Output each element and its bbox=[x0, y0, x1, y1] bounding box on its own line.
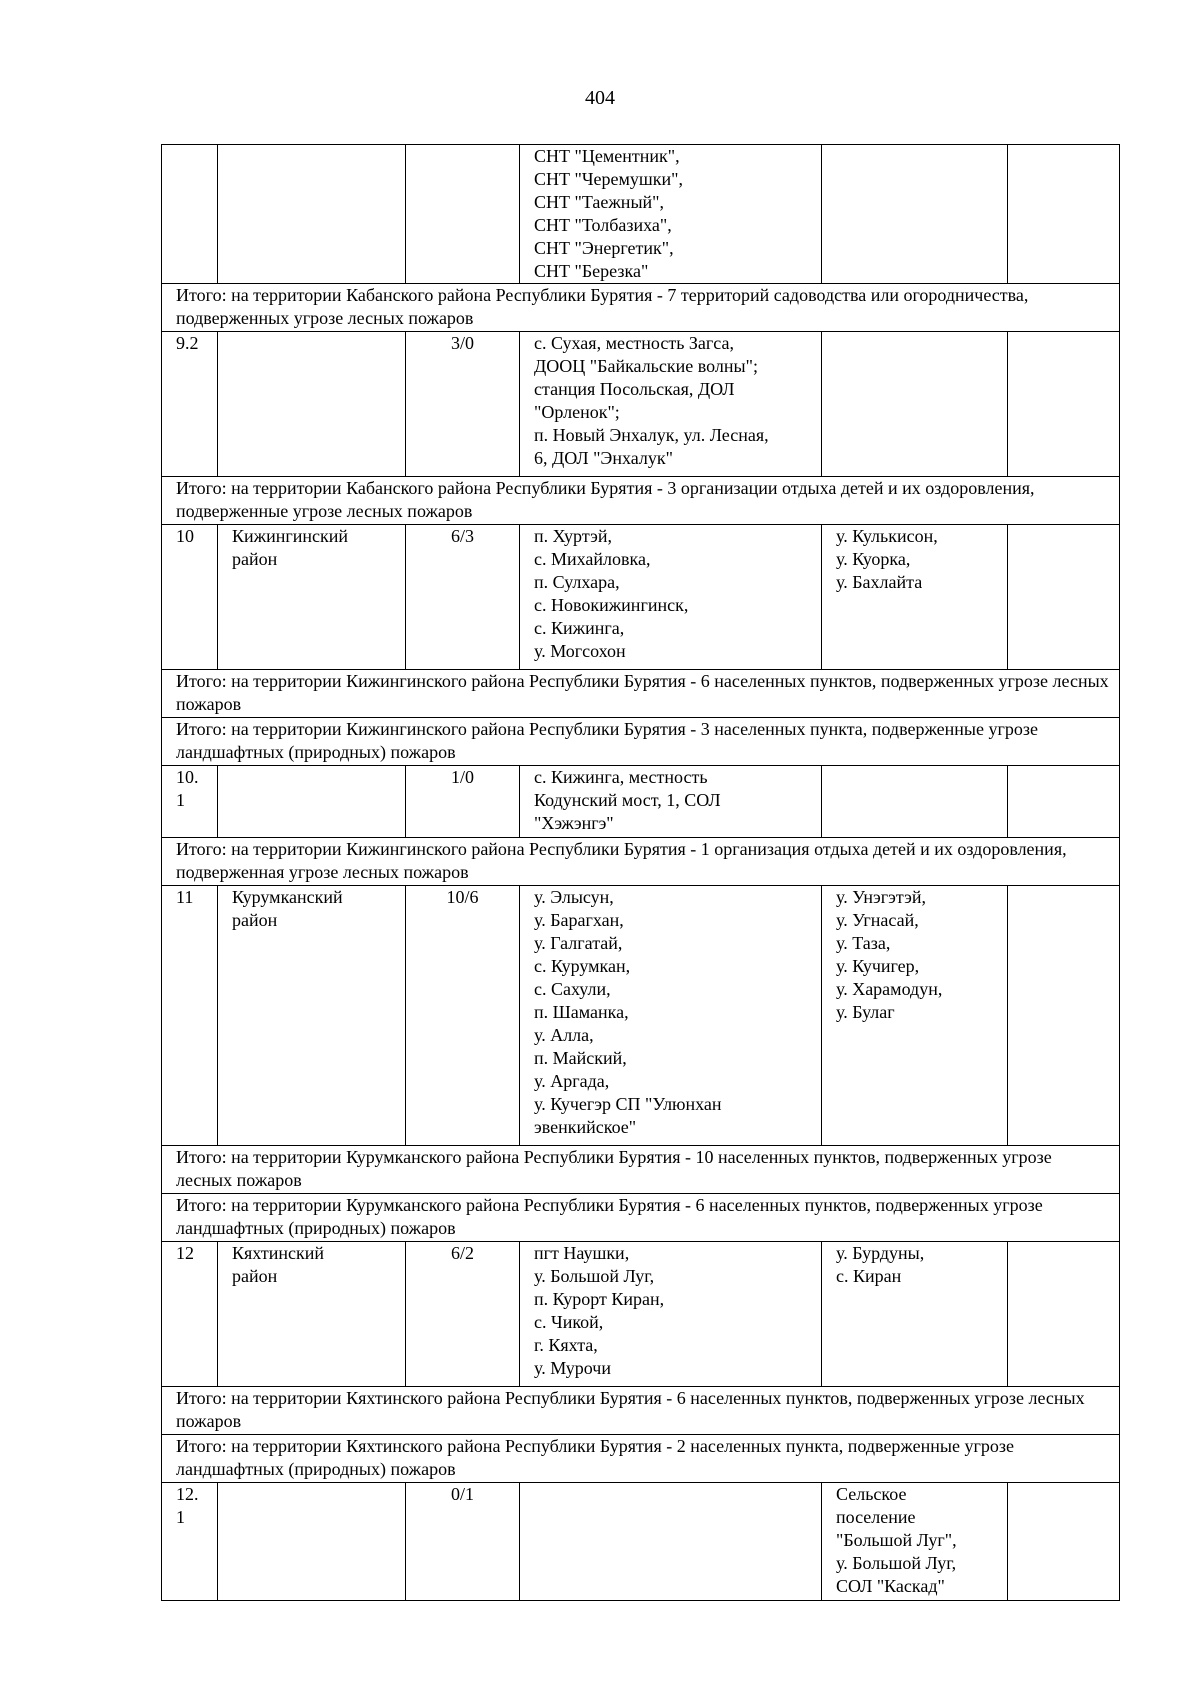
count-cell: 1/0 bbox=[406, 766, 520, 838]
landscape-cell-line: у. Куорка, bbox=[836, 549, 911, 569]
table-row bbox=[162, 1483, 1120, 1601]
district-cell bbox=[218, 1483, 406, 1601]
count-cell bbox=[406, 145, 520, 284]
table-row bbox=[162, 332, 1120, 477]
district-cell: Кижингинский район bbox=[218, 525, 406, 670]
settlements-cell-line: у. Большой Луг, bbox=[534, 1266, 655, 1286]
extra-cell bbox=[1008, 332, 1120, 477]
row-number-cell: 10. 1 bbox=[162, 766, 218, 838]
row-number-cell: 9.2 bbox=[162, 332, 218, 477]
settlements-cell-line: станция Посольская, ДОЛ bbox=[534, 379, 735, 399]
table-row bbox=[162, 525, 1120, 670]
landscape-cell-line: СОЛ "Каскад" bbox=[836, 1576, 945, 1596]
count-cell: 6/3 bbox=[406, 525, 520, 670]
landscape-cell-line: у. Таза, bbox=[836, 933, 891, 953]
settlements-cell-line: у. Галгатай, bbox=[534, 933, 623, 953]
landscape-cell-line: Сельское bbox=[836, 1484, 907, 1504]
count-cell: 3/0 bbox=[406, 332, 520, 477]
row-number-cell: 10 bbox=[162, 525, 218, 670]
extra-cell bbox=[1008, 145, 1120, 284]
summary-row bbox=[162, 718, 1120, 766]
landscape-cell bbox=[822, 525, 1008, 670]
summary-cell: Итого: на территории Кяхтинского района Республики Бурятия - 2 населенных пункта, подверженные угрозе ландшафтных (природных) пожаров bbox=[162, 1435, 1120, 1483]
settlements-cell-line: с. Кижинга, местность bbox=[534, 767, 708, 787]
settlements-cell-line: СНТ "Черемушки", bbox=[534, 169, 684, 189]
district-cell: Кяхтинский район bbox=[218, 1242, 406, 1387]
settlements-cell-line: у. Алла, bbox=[534, 1025, 594, 1045]
summary-row bbox=[162, 284, 1120, 332]
document-table bbox=[161, 144, 1120, 1601]
extra-cell bbox=[1008, 525, 1120, 670]
settlements-cell-line: СНТ "Таежный", bbox=[534, 192, 665, 212]
settlements-cell-line: у. Кучегэр СП "Улюнхан bbox=[534, 1094, 722, 1114]
extra-cell bbox=[1008, 1242, 1120, 1387]
settlements-cell bbox=[520, 766, 822, 838]
summary-row bbox=[162, 670, 1120, 718]
settlements-cell-line: п. Курорт Киран, bbox=[534, 1289, 665, 1309]
settlements-cell-line: с. Сахули, bbox=[534, 979, 611, 999]
summary-cell: Итого: на территории Курумканского района Республики Бурятия - 10 населенных пунктов, подверженных угрозе лесных пожаров bbox=[162, 1146, 1120, 1194]
row-number-cell bbox=[162, 145, 218, 284]
summary-cell: Итого: на территории Кабанского района Республики Бурятия - 3 организации отдыха детей и их оздоровления, подверженные угрозе лесных пожаров bbox=[162, 477, 1120, 525]
extra-cell bbox=[1008, 886, 1120, 1146]
settlements-cell-line: у. Мурочи bbox=[534, 1358, 611, 1378]
district-cell: Курумканский район bbox=[218, 886, 406, 1146]
district-cell bbox=[218, 332, 406, 477]
landscape-cell-line: у. Харамодун, bbox=[836, 979, 943, 999]
landscape-cell-line: "Большой Луг", bbox=[836, 1530, 957, 1550]
settlements-cell-line: Кодунский мост, 1, СОЛ bbox=[534, 790, 721, 810]
settlements-cell-line: у. Элысун, bbox=[534, 887, 614, 907]
settlements-cell bbox=[520, 1483, 822, 1601]
settlements-cell-line: СНТ "Цементник", bbox=[534, 146, 680, 166]
settlements-cell-line: с. Кижинга, bbox=[534, 618, 625, 638]
settlements-cell-line: СНТ "Толбазиха", bbox=[534, 215, 672, 235]
district-cell bbox=[218, 766, 406, 838]
summary-cell: Итого: на территории Кабанского района Республики Бурятия - 7 территорий садоводства или огородничества, подверженных угрозе лесных пожаров bbox=[162, 284, 1120, 332]
table-row bbox=[162, 145, 1120, 284]
settlements-cell-line: п. Хуртэй, bbox=[534, 526, 612, 546]
settlements-cell-line: у. Аргада, bbox=[534, 1071, 610, 1091]
settlements-cell-line: с. Сухая, местность Загса, bbox=[534, 333, 734, 353]
count-cell: 10/6 bbox=[406, 886, 520, 1146]
row-number-cell: 11 bbox=[162, 886, 218, 1146]
settlements-cell bbox=[520, 886, 822, 1146]
landscape-cell bbox=[822, 886, 1008, 1146]
settlements-cell bbox=[520, 145, 822, 284]
table-row bbox=[162, 766, 1120, 838]
summary-cell: Итого: на территории Кижингинского района Республики Бурятия - 1 организация отдыха детей и их оздоровления, подверженная угрозе лесных пожаров bbox=[162, 838, 1120, 886]
settlements-cell-line: у. Барагхан, bbox=[534, 910, 624, 930]
landscape-cell-line: у. Угнасай, bbox=[836, 910, 919, 930]
table-row bbox=[162, 1242, 1120, 1387]
settlements-cell-line: с. Михайловка, bbox=[534, 549, 651, 569]
district-cell bbox=[218, 145, 406, 284]
summary-row bbox=[162, 1146, 1120, 1194]
settlements-cell-line: ДООЦ "Байкальские волны"; bbox=[534, 356, 758, 376]
settlements-cell-line: г. Кяхта, bbox=[534, 1335, 598, 1355]
settlements-cell-line: СНТ "Энергетик", bbox=[534, 238, 674, 258]
landscape-cell bbox=[822, 332, 1008, 477]
summary-row bbox=[162, 477, 1120, 525]
extra-cell bbox=[1008, 766, 1120, 838]
landscape-cell bbox=[822, 1242, 1008, 1387]
landscape-cell-line: у. Бахлайта bbox=[836, 572, 923, 592]
summary-row bbox=[162, 1387, 1120, 1435]
landscape-cell-line: с. Киран bbox=[836, 1266, 902, 1286]
page-number: 404 bbox=[585, 87, 615, 109]
table-row bbox=[162, 886, 1120, 1146]
settlements-cell-line: п. Сулхара, bbox=[534, 572, 620, 592]
settlements-cell-line: п. Майский, bbox=[534, 1048, 627, 1068]
landscape-cell-line: у. Булаг bbox=[836, 1002, 895, 1022]
settlements-cell-line: пгт Наушки, bbox=[534, 1243, 630, 1263]
summary-row bbox=[162, 1435, 1120, 1483]
extra-cell bbox=[1008, 1483, 1120, 1601]
landscape-cell bbox=[822, 145, 1008, 284]
settlements-cell-line: с. Чикой, bbox=[534, 1312, 604, 1332]
summary-cell: Итого: на территории Курумканского района Республики Бурятия - 6 населенных пунктов, подверженных угрозе ландшафтных (природных) пожаров bbox=[162, 1194, 1120, 1242]
landscape-cell-line: у. Унэгэтэй, bbox=[836, 887, 926, 907]
settlements-cell bbox=[520, 525, 822, 670]
count-cell: 6/2 bbox=[406, 1242, 520, 1387]
settlements-cell-line: "Орленок"; bbox=[534, 402, 620, 422]
summary-row bbox=[162, 838, 1120, 886]
landscape-cell-line: у. Бурдуны, bbox=[836, 1243, 925, 1263]
settlements-cell-line: 6, ДОЛ "Энхалук" bbox=[534, 448, 673, 468]
settlements-cell-line: с. Новокижингинск, bbox=[534, 595, 689, 615]
row-number-cell: 12 bbox=[162, 1242, 218, 1387]
landscape-cell-line: у. Кучигер, bbox=[836, 956, 920, 976]
summary-cell: Итого: на территории Кижингинского района Республики Бурятия - 6 населенных пунктов, подверженных угрозе лесных пожаров bbox=[162, 670, 1120, 718]
landscape-cell bbox=[822, 766, 1008, 838]
settlements-cell-line: п. Шаманка, bbox=[534, 1002, 629, 1022]
settlements-cell-line: п. Новый Энхалук, ул. Лесная, bbox=[534, 425, 769, 445]
settlements-cell-line: у. Могсохон bbox=[534, 641, 626, 661]
row-number-cell: 12. 1 bbox=[162, 1483, 218, 1601]
landscape-cell-line: у. Кулькисон, bbox=[836, 526, 938, 546]
settlements-cell bbox=[520, 1242, 822, 1387]
settlements-cell-line: СНТ "Березка" bbox=[534, 261, 649, 281]
settlements-cell bbox=[520, 332, 822, 477]
summary-cell: Итого: на территории Кяхтинского района Республики Бурятия - 6 населенных пунктов, подверженных угрозе лесных пожаров bbox=[162, 1387, 1120, 1435]
landscape-cell-line: поселение bbox=[836, 1507, 916, 1527]
summary-row bbox=[162, 1194, 1120, 1242]
settlements-cell-line: эвенкийское" bbox=[534, 1117, 637, 1137]
count-cell: 0/1 bbox=[406, 1483, 520, 1601]
landscape-cell bbox=[822, 1483, 1008, 1601]
settlements-cell-line: "Хэжэнгэ" bbox=[534, 813, 614, 833]
settlements-cell-line: с. Курумкан, bbox=[534, 956, 631, 976]
summary-cell: Итого: на территории Кижингинского района Республики Бурятия - 3 населенных пункта, подверженные угрозе ландшафтных (природных) пожаров bbox=[162, 718, 1120, 766]
landscape-cell-line: у. Большой Луг, bbox=[836, 1553, 957, 1573]
